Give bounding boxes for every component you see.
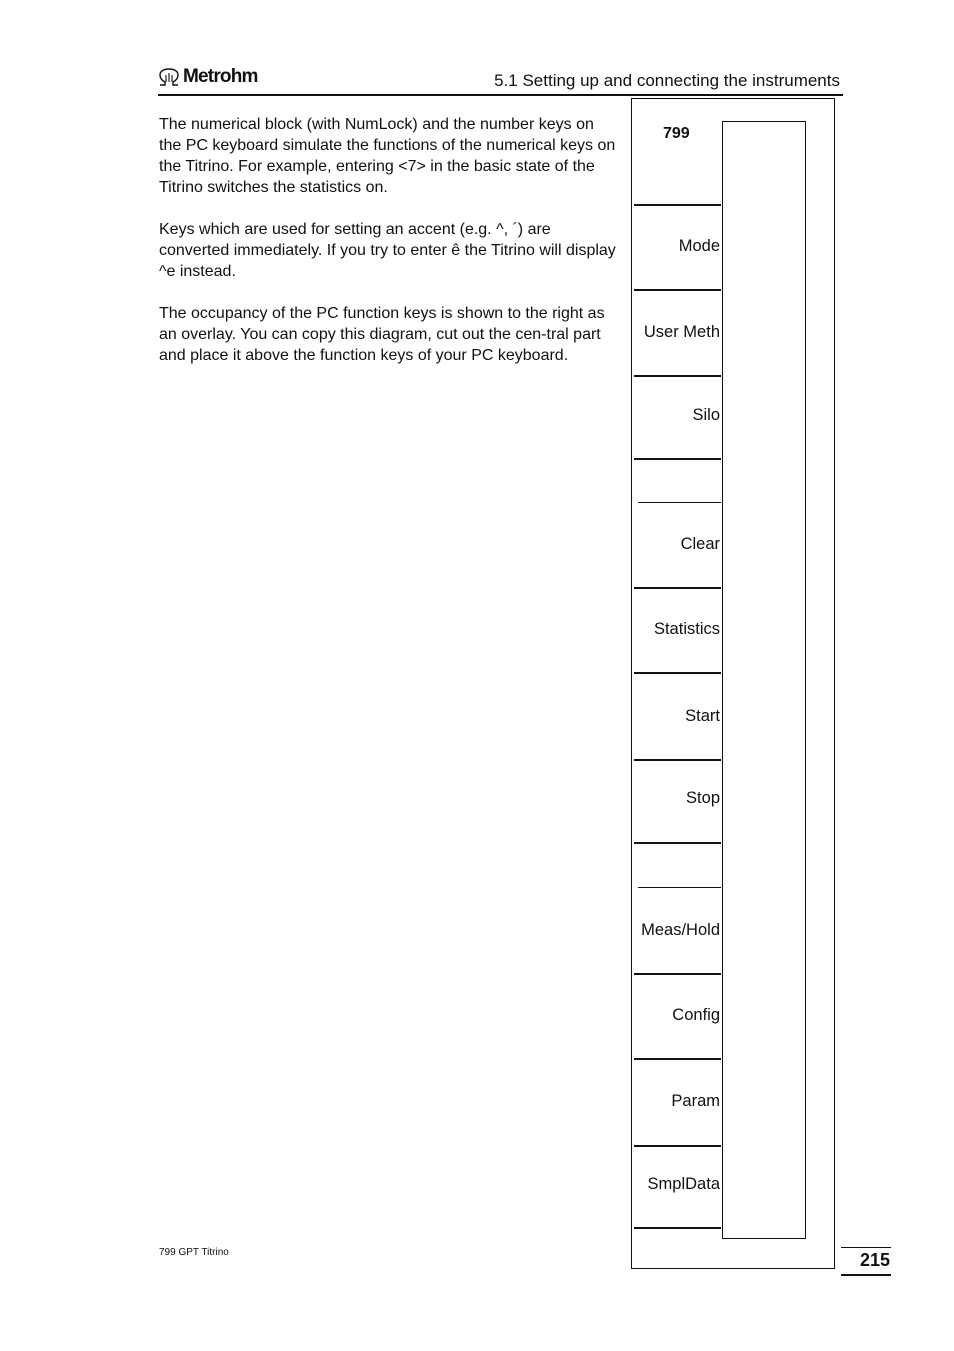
page-number-rule [841,1274,891,1276]
page-number: 215 [859,1250,890,1270]
separator [634,842,721,844]
key-label-statistics: Statistics [653,620,720,638]
key-label-clear: Clear [680,535,720,553]
separator [634,1227,721,1229]
key-label-param: Param [671,1092,720,1110]
key-label-config: Config [672,1006,720,1024]
separator [634,759,721,761]
section-title: 5.1 Setting up and connecting the instruments [494,71,840,90]
separator [634,973,721,975]
header-rule [158,94,843,96]
overlay-cutout-area [722,121,806,1239]
separator [634,1145,721,1147]
paragraph-overlay: The occupancy of the PC function keys is shown to the right as an overlay. You can copy this diagram, cut out the cen-tral part and place it above the function keys of your PC keyboard. [159,305,605,364]
separator-thin [638,887,721,888]
key-label-silo: Silo [692,406,720,424]
key-label-mode: Mode [678,237,720,255]
paragraph-accent: Keys which are used for setting an accent (e.g. ^, ´) are converted immediately. If you try to enter ê the Titrino will display ^e instead. [159,221,616,280]
separator [634,1058,721,1060]
key-label-meas-hold: Meas/Hold [641,921,720,939]
footer-product: 799 GPT Titrino [159,1247,229,1258]
omega-icon [158,68,180,86]
key-label-user-meth: User Meth [643,323,720,341]
separator [634,587,721,589]
separator [634,458,721,460]
metrohm-logo [158,66,258,88]
brand-name: Metrohm [183,66,258,87]
paragraph-numlock: The numerical block (with NumLock) and the number keys on the PC keyboard simulate the functions of the numerical keys on the Titrino. For example, entering <7> in the basic state of the Titrino switches the statistics on. [159,116,616,196]
separator [634,204,721,206]
key-label-smpldata: SmplData [647,1175,720,1193]
separator [634,672,721,674]
overlay-model: 799 [663,125,690,142]
body-text [159,114,619,387]
key-label-stop: Stop [686,789,720,807]
page-top-rule [841,1247,891,1248]
separator [634,375,721,377]
key-label-start: Start [685,707,720,725]
separator-thin [638,502,721,503]
separator [634,289,721,291]
